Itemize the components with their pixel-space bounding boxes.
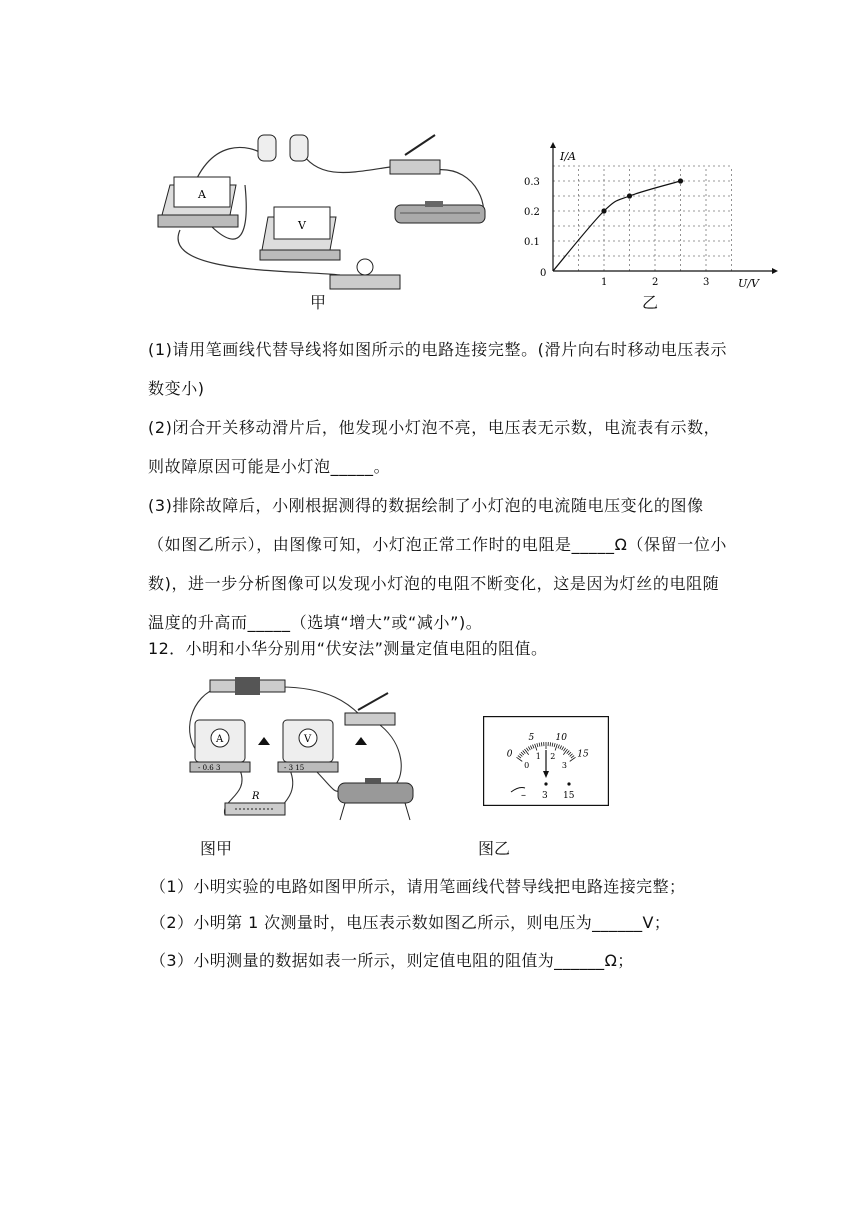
q11-part2: (2)闭合开关移动滑片后，他发现小灯泡不亮，电压表无示数，电流表有示数，则故障原因可能是小灯泡_____。: [148, 418, 721, 476]
origin-label: 0: [540, 268, 547, 279]
voltmeter-icon: [278, 720, 338, 772]
q12-caption-yi: 图乙: [478, 839, 511, 858]
iu-graph-yi: [520, 140, 780, 310]
dial-tick: [541, 742, 542, 746]
q12-part1: （1）小明实验的电路如图甲所示，请用笔画线代替导线把电路连接完整；: [150, 877, 686, 896]
resistor-icon: [225, 791, 285, 815]
dial-outer-label: 0: [506, 749, 513, 760]
y-axis-label: I/A: [560, 150, 576, 163]
x-tick-label: 3: [703, 277, 710, 288]
q12-caption-jia: 图甲: [200, 839, 233, 858]
terminal-minus: –: [521, 790, 526, 801]
x-axis-label: U/V: [738, 277, 759, 290]
battery-icon: [258, 135, 308, 161]
dial-inner-label: 0: [524, 760, 530, 770]
rheostat-icon: [338, 778, 413, 820]
lamp-icon: [330, 259, 400, 289]
resistor-label: R: [252, 791, 260, 802]
dial-outer-label: 5: [528, 733, 535, 744]
terminal-15: 15: [563, 791, 575, 801]
switch-icon: [345, 693, 395, 725]
voltmeter-symbol: V: [298, 219, 306, 232]
switch-icon: [390, 135, 440, 174]
dial-inner-label: 3: [561, 760, 567, 770]
y-tick-label: 0.2: [524, 207, 540, 218]
figure-caption-jia: 甲: [310, 293, 327, 312]
q12-part2: （2）小明第 1 次测量时，电压表示数如图乙所示，则电压为______V；: [150, 913, 671, 932]
data-point: [678, 178, 683, 183]
q12-title: 12．小明和小华分别用“伏安法”测量定值电阻的阻值。: [148, 639, 548, 658]
data-point: [601, 208, 606, 213]
y-tick-label: 0.1: [524, 237, 540, 248]
rheostat-icon: [395, 201, 485, 223]
ammeter-icon: [190, 720, 250, 772]
battery-icon: [210, 677, 285, 695]
terminal-3: 3: [542, 791, 548, 801]
ammeter-symbol: A: [198, 188, 206, 201]
q12-ammeter-symbol: A: [216, 734, 224, 745]
dial-outer-label: 15: [577, 749, 589, 760]
q12-voltmeter-symbol: V: [304, 734, 312, 745]
marker-triangle-icon: [355, 737, 367, 745]
x-tick-label: 1: [601, 277, 608, 288]
q11-part1: (1)请用笔画线代替导线将如图所示的电路连接完整。(滑片向右时移动电压表示数变小): [148, 340, 728, 398]
circuit-figure-q12: [180, 675, 420, 825]
marker-triangle-icon: [258, 737, 270, 745]
dial-tick: [550, 742, 551, 746]
data-point: [627, 193, 632, 198]
voltmeter-dial-figure: [483, 716, 609, 806]
dial-inner-label: 2: [550, 752, 556, 762]
x-tick-label: 2: [652, 277, 659, 288]
ammeter-icon: [158, 177, 238, 227]
series-line: [553, 181, 681, 271]
voltmeter-terminals: - 3 15: [284, 764, 305, 772]
graph-grid: [553, 166, 732, 271]
q11-part3: (3)排除故障后，小刚根据测得的数据绘制了小灯泡的电流随电压变化的图像（如图乙所示），由图像可知，小灯泡正常工作时的电阻是_____Ω（保留一位小数)，进一步分析图像可以发现小灯泡的电阻不断变化，这是因为灯丝的电阻随温度的升高而_____（选填“增大”或“减小”)。: [148, 496, 728, 632]
q12-part3: （3）小明测量的数据如表一所示，则定值电阻的阻值为______Ω；: [150, 951, 634, 970]
dial-inner-label: 1: [535, 752, 541, 762]
y-tick-label: 0.3: [524, 177, 540, 188]
voltmeter-icon: [260, 207, 340, 260]
figure-caption-yi: 乙: [642, 293, 659, 312]
dial-outer-label: 10: [555, 733, 567, 744]
ammeter-terminals: - 0.6 3: [198, 764, 221, 772]
